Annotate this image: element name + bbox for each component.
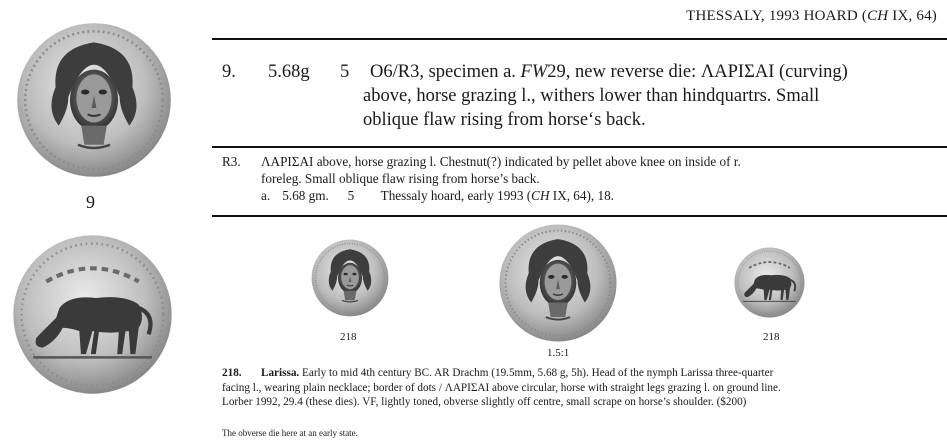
nymph-head-coin-icon	[14, 20, 174, 180]
lot-line1: 218. Larissa. Early to mid 4th century BC. AR Drachm (19.5mm, 5.68 g, 5h). Head of the nymph Larissa three-quarter	[222, 367, 774, 379]
coin-obverse-large	[14, 20, 174, 180]
entry-weight: 5.68g	[268, 62, 310, 82]
lot-caption-right: 218	[763, 331, 780, 343]
entry-line2: above, horse grazing l., withers lower than hindquartrs. Small	[363, 86, 820, 106]
entry-line3: oblique flaw rising from horse‘s back.	[363, 110, 646, 130]
page-header-title: THESSALY, 1993 HOARD (CH IX, 64)	[686, 8, 937, 24]
catalog-entry-9	[222, 60, 937, 132]
lot-description	[222, 366, 932, 410]
grazing-horse-coin-icon	[733, 246, 806, 319]
lot-line3: Lorber 1992, 29.4 (these dies). VF, lightly toned, obverse slightly off centre, small scrape on horse’s shoulder. ($200)	[222, 396, 747, 408]
lot-coin-obverse	[310, 238, 390, 318]
lot-coin-enlarged	[497, 222, 619, 344]
coin-label-9: 9	[86, 192, 95, 212]
entry-number: 9.	[222, 62, 236, 82]
entry-rule	[212, 146, 947, 148]
r3-line2: foreleg. Small oblique flaw rising from horse’s back.	[261, 171, 540, 186]
nymph-head-coin-icon	[310, 238, 390, 318]
r3-specimen-a: a. 5.68 gm. 5 Thessaly hoard, early 1993 (CH IX, 64), 18.	[261, 188, 614, 203]
header-rule	[212, 38, 947, 40]
section-rule	[212, 215, 947, 217]
lot-note: The obverse die here at an early state.	[222, 428, 358, 438]
coin-reverse-large	[10, 232, 175, 397]
lot-caption-left: 218	[340, 331, 357, 343]
lot-caption-scale: 1.5:1	[547, 347, 570, 359]
nymph-head-coin-icon	[497, 222, 619, 344]
reverse-die-r3	[222, 153, 932, 204]
entry-count: 5	[340, 62, 350, 82]
grazing-horse-coin-icon	[10, 232, 175, 397]
lot-line2: facing l., wearing plain necklace; border of dots / ΛΑΡΙΣΑΙ above circular, horse with straight legs grazing l. on ground line.	[222, 381, 781, 394]
lot-coin-reverse	[733, 246, 806, 319]
entry-line1: O6/R3, specimen a. FW29, new reverse die: ΛΑΡΙΣΑΙ (curving)	[370, 62, 848, 82]
r3-line1: R3. ΛΑΡΙΣΑΙ above, horse grazing l. Chestnut(?) indicated by pellet above knee on inside of r.	[222, 154, 741, 169]
